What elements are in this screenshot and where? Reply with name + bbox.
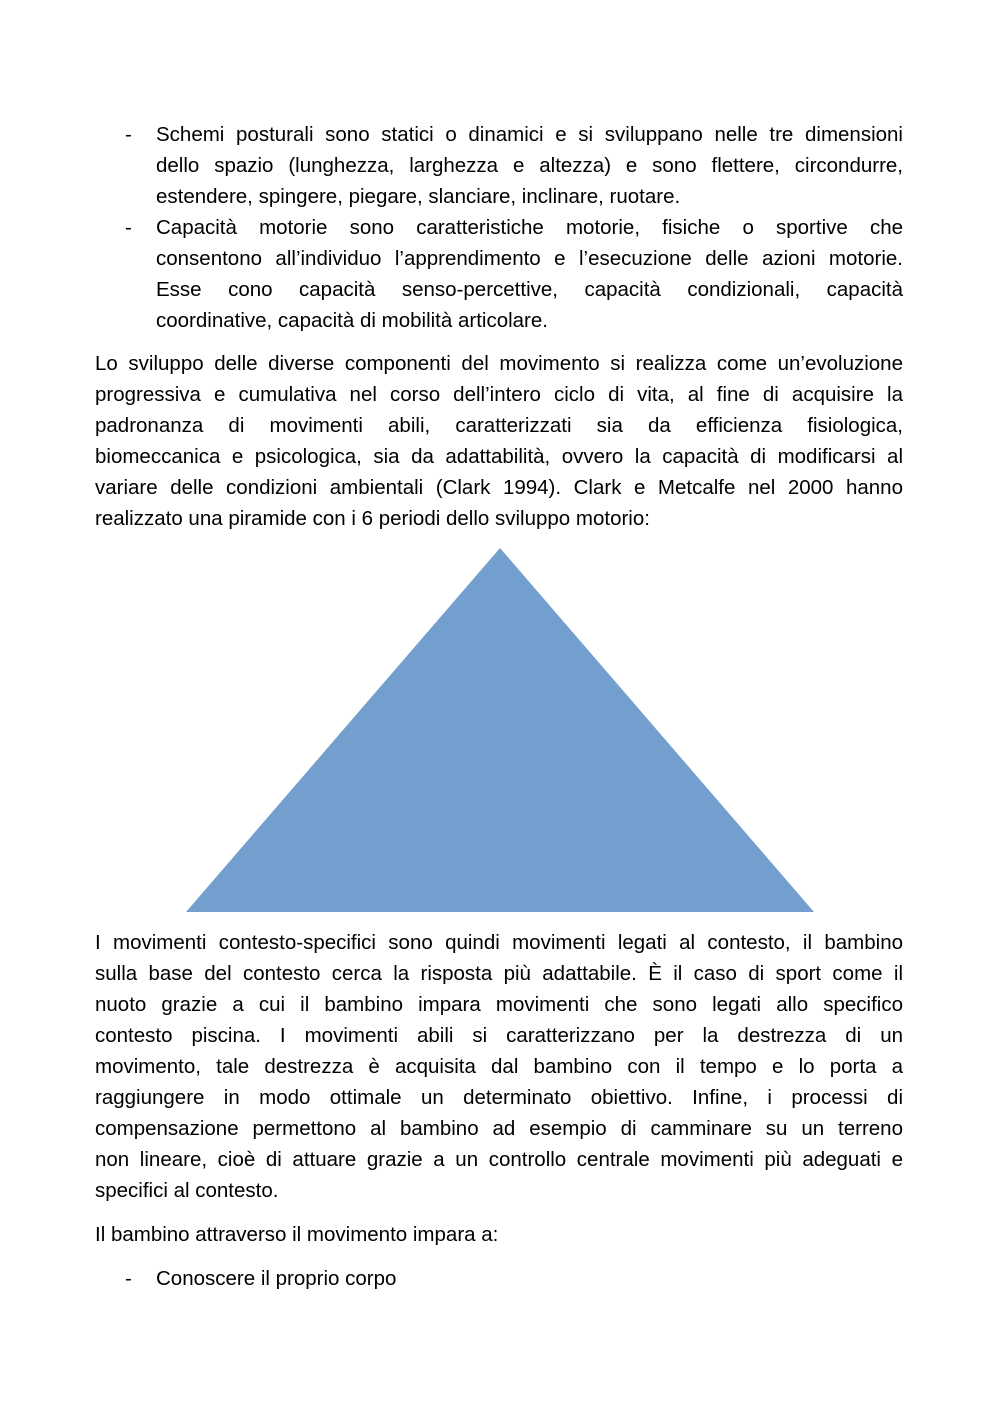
list-item [125,212,903,336]
text-line: Il bambino attraverso il movimento impara a: [95,1223,499,1246]
text-line: movimento, tale destrezza è acquisita dal bambino con il tempo e lo porta a [95,1055,903,1078]
bullet-dash: - [125,123,132,146]
text-line: estendere, spingere, piegare, slanciare, inclinare, ruotare. [156,185,681,208]
text-line: Esse cono capacità senso-percettive, capacità condizionali, capacità [156,278,903,301]
paragraph [95,927,903,1206]
text-line: dello spazio (lunghezza, larghezza e altezza) e sono flettere, circondurre, [156,154,903,177]
bullet-dash: - [125,216,132,239]
text-line: coordinative, capacità di mobilità articolare. [156,309,548,332]
pyramid-figure [184,548,816,914]
text-line: I movimenti contesto-specifici sono quindi movimenti legati al contesto, il bambino [95,931,903,954]
text-line: non lineare, cioè di attuare grazie a un controllo centrale movimenti più adeguati e [95,1148,903,1171]
text-line: Lo sviluppo delle diverse componenti del movimento si realizza come un’evoluzione [95,352,903,375]
text-line: realizzato una piramide con i 6 periodi dello sviluppo motorio: [95,507,650,530]
bullet-dash: - [125,1267,132,1290]
text-line: Conoscere il proprio corpo [156,1267,397,1290]
pyramid-triangle [186,548,814,912]
text-line: biomeccanica e psicologica, sia da adattabilità, ovvero la capacità di modificarsi al [95,445,903,468]
text-line: contesto piscina. I movimenti abili si caratterizzano per la destrezza di un [95,1024,903,1047]
text-line: compensazione permettono al bambino ad esempio di camminare su un terreno [95,1117,903,1140]
text-line: progressiva e cumulativa nel corso dell’intero ciclo di vita, al fine di acquisire la [95,383,903,406]
text-line: Schemi posturali sono statici o dinamici e si sviluppano nelle tre dimensioni [156,123,903,146]
list-item [125,119,903,212]
list-item [125,1263,903,1294]
paragraph [95,348,903,534]
text-line: sulla base del contesto cerca la risposta più adattabile. È il caso di sport come il [95,962,903,985]
text-line: variare delle condizioni ambientali (Clark 1994). Clark e Metcalfe nel 2000 hanno [95,476,903,499]
text-line: padronanza di movimenti abili, caratterizzati sia da efficienza fisiologica, [95,414,903,437]
text-line: Capacità motorie sono caratteristiche motorie, fisiche o sportive che [156,216,903,239]
text-line: nuoto grazie a cui il bambino impara movimenti che sono legati allo specifico [95,993,903,1016]
paragraph [95,1219,903,1250]
text-line: specifici al contesto. [95,1179,279,1202]
text-line: raggiungere in modo ottimale un determinato obiettivo. Infine, i processi di [95,1086,903,1109]
text-line: consentono all’individuo l’apprendimento e l’esecuzione delle azioni motorie. [156,247,903,270]
